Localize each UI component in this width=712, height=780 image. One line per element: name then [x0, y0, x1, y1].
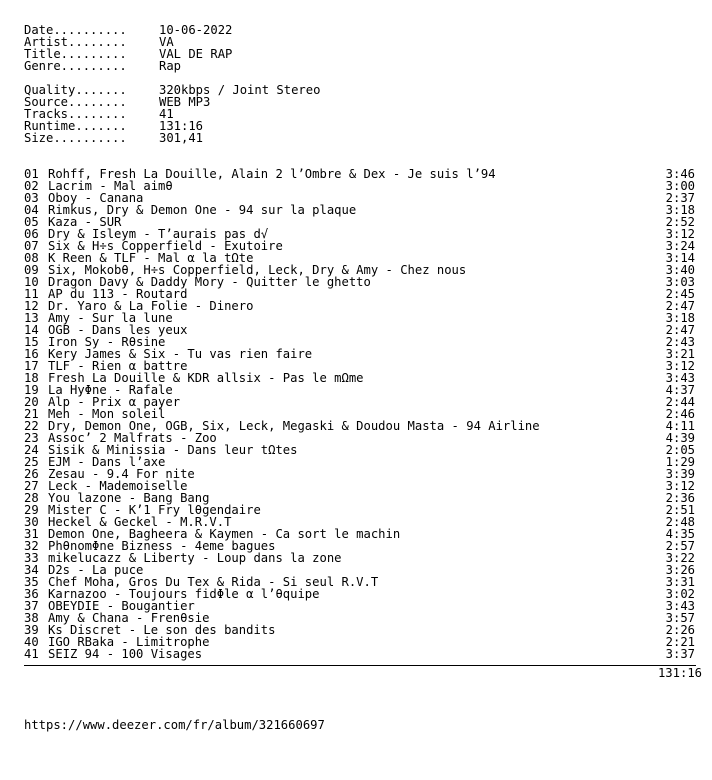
track-title: Oboy - Canana: [48, 191, 144, 205]
track-title: SEIZ 94 - 100 Visages: [48, 647, 203, 661]
track-number: 29: [24, 503, 39, 517]
field-value: 131:16: [159, 119, 204, 133]
track-number: 04: [24, 203, 39, 217]
track-duration: 2:51: [665, 503, 695, 517]
track-number: 39: [24, 623, 39, 637]
track-row: [24, 648, 704, 660]
track-number: 13: [24, 311, 39, 325]
track-title: La HyΦne - Rafale: [48, 383, 173, 397]
track-number: 16: [24, 347, 39, 361]
track-number: 12: [24, 299, 39, 313]
track-title: Meh - Mon soleil: [48, 407, 166, 421]
source-url: https://www.deezer.com/fr/album/321660697: [24, 718, 325, 732]
track-number: 38: [24, 611, 39, 625]
track-number: 37: [24, 599, 39, 613]
track-number: 35: [24, 575, 39, 589]
track-number: 08: [24, 251, 39, 265]
track-duration: 2:46: [665, 407, 695, 421]
track-number: 07: [24, 239, 39, 253]
track-title: Lacrim - Mal aimθ: [48, 179, 173, 193]
track-title: PhθnomΦne Bizness - 4eme bagues: [48, 539, 276, 553]
field-value: VA: [159, 35, 174, 49]
release-info-document: [24, 24, 704, 680]
track-number: 21: [24, 407, 39, 421]
field-value: 301,41: [159, 131, 204, 145]
track-title: Demon One, Bagheera & Kaymen - Ca sort le machin: [48, 527, 401, 541]
field-key: Source........: [24, 95, 127, 109]
header-block: [24, 24, 704, 72]
track-title: AP du 113 - Routard: [48, 287, 188, 301]
track-duration: 3:39: [665, 467, 695, 481]
field-key: Tracks........: [24, 107, 127, 121]
track-duration: 3:18: [665, 311, 695, 325]
track-title: Rimkus, Dry & Demon One - 94 sur la plaque: [48, 203, 357, 217]
track-title: Amy & Chana - Frenθsie: [48, 611, 210, 625]
track-duration: 2:47: [665, 299, 695, 313]
track-title: Alp - Prix α payer: [48, 395, 181, 409]
field-key: Title.........: [24, 47, 127, 61]
track-duration: 3:22: [665, 551, 695, 565]
track-number: 22: [24, 419, 39, 433]
track-title: OGB - Dans les yeux: [48, 323, 188, 337]
track-duration: 2:21: [665, 635, 695, 649]
track-duration: 3:57: [665, 611, 695, 625]
track-title: You lazone - Bang Bang: [48, 491, 210, 505]
track-duration: 3:12: [665, 359, 695, 373]
track-title: Six & H÷s Copperfield - Exutoire: [48, 239, 283, 253]
track-number: 26: [24, 467, 39, 481]
track-duration: 3:12: [665, 227, 695, 241]
track-duration: 3:43: [665, 599, 695, 613]
track-duration: 3:40: [665, 263, 695, 277]
track-duration: 3:21: [665, 347, 695, 361]
track-number: 18: [24, 371, 39, 385]
track-duration: 2:45: [665, 287, 695, 301]
track-title: Sisik & Minissia - Dans leur tΩtes: [48, 443, 298, 457]
track-duration: 3:12: [665, 479, 695, 493]
track-title: Mister C - K’1 Fry lθgendaire: [48, 503, 261, 517]
track-number: 10: [24, 275, 39, 289]
track-duration: 3:24: [665, 239, 695, 253]
track-title: mikelucazz & Liberty - Loup dans la zone: [48, 551, 342, 565]
field-key: Quality.......: [24, 83, 127, 97]
track-number: 25: [24, 455, 39, 469]
tracklist: [24, 168, 704, 660]
track-number: 41: [24, 647, 39, 661]
track-duration: 3:26: [665, 563, 695, 577]
track-number: 17: [24, 359, 39, 373]
track-duration: 3:02: [665, 587, 695, 601]
track-number: 14: [24, 323, 39, 337]
track-duration: 2:44: [665, 395, 695, 409]
track-duration: 2:43: [665, 335, 695, 349]
track-title: Dry & Isleym - T’aurais pas d√: [48, 227, 269, 241]
track-number: 03: [24, 191, 39, 205]
track-duration: 2:47: [665, 323, 695, 337]
track-title: Fresh La Douille & KDR allsix - Pas le mΩme: [48, 371, 364, 385]
track-duration: 2:36: [665, 491, 695, 505]
track-duration: 3:03: [665, 275, 695, 289]
track-title: Six, Mokobθ, H÷s Copperfield, Leck, Dry & Amy - Chez nous: [48, 263, 467, 277]
info-row: [24, 132, 704, 144]
track-row: [24, 204, 704, 216]
track-number: 32: [24, 539, 39, 553]
track-title: Dry, Demon One, OGB, Six, Leck, Megaski & Doudou Masta - 94 Airline: [48, 419, 540, 433]
track-title: D2s - La puce: [48, 563, 144, 577]
track-title: K Reen & TLF - Mal α la tΩte: [48, 251, 254, 265]
track-number: 01: [24, 167, 39, 181]
track-title: Kaza - SUR: [48, 215, 122, 229]
track-duration: 2:52: [665, 215, 695, 229]
track-number: 09: [24, 263, 39, 277]
track-duration: 4:35: [665, 527, 695, 541]
track-duration: 2:05: [665, 443, 695, 457]
track-title: Chef Moha, Gros Du Tex & Rida - Si seul R.V.T: [48, 575, 379, 589]
track-title: Amy - Sur la lune: [48, 311, 173, 325]
track-number: 23: [24, 431, 39, 445]
track-duration: 3:14: [665, 251, 695, 265]
track-duration: 3:31: [665, 575, 695, 589]
track-number: 27: [24, 479, 39, 493]
track-number: 31: [24, 527, 39, 541]
track-duration: 3:37: [665, 647, 695, 661]
field-value: 320kbps / Joint Stereo: [159, 83, 321, 97]
track-duration: 2:26: [665, 623, 695, 637]
track-number: 30: [24, 515, 39, 529]
track-number: 19: [24, 383, 39, 397]
track-title: Zesau - 9.4 For nite: [48, 467, 195, 481]
track-number: 36: [24, 587, 39, 601]
track-duration: 4:11: [665, 419, 695, 433]
field-value: 41: [159, 107, 174, 121]
track-number: 24: [24, 443, 39, 457]
track-title: Leck - Mademoiselle: [48, 479, 188, 493]
field-key: Genre.........: [24, 59, 127, 73]
track-number: 05: [24, 215, 39, 229]
track-title: Dr. Yaro & La Folie - Dinero: [48, 299, 254, 313]
track-title: OBEYDIE - Bougantier: [48, 599, 195, 613]
track-duration: 4:39: [665, 431, 695, 445]
header-row: [24, 60, 704, 72]
track-duration: 1:29: [665, 455, 695, 469]
track-number: 11: [24, 287, 39, 301]
track-title: Iron Sy - Rθsine: [48, 335, 166, 349]
field-key: Size..........: [24, 131, 127, 145]
track-title: Assoc’ 2 Malfrats - Zoo: [48, 431, 217, 445]
track-title: TLF - Rien α battre: [48, 359, 188, 373]
track-number: 28: [24, 491, 39, 505]
total-runtime: 131:16: [657, 666, 702, 680]
track-duration: 2:48: [665, 515, 695, 529]
track-title: Kery James & Six - Tu vas rien faire: [48, 347, 313, 361]
track-number: 40: [24, 635, 39, 649]
track-number: 02: [24, 179, 39, 193]
track-title: Rohff, Fresh La Douille, Alain 2 l’Ombre & Dex - Je suis l’94: [48, 167, 496, 181]
track-number: 20: [24, 395, 39, 409]
track-duration: 4:37: [665, 383, 695, 397]
track-duration: 3:43: [665, 371, 695, 385]
blank-line: [24, 144, 704, 156]
track-title: EJM - Dans l’axe: [48, 455, 166, 469]
field-key: Date..........: [24, 23, 127, 37]
track-title: Dragon Davy & Daddy Mory - Quitter le ghetto: [48, 275, 371, 289]
field-key: Artist........: [24, 35, 127, 49]
track-title: Ks Discret - Le son des bandits: [48, 623, 276, 637]
track-duration: 2:57: [665, 539, 695, 553]
field-key: Runtime.......: [24, 119, 127, 133]
track-duration: 3:18: [665, 203, 695, 217]
track-title: IGO RBaka - Limitrophe: [48, 635, 210, 649]
info-block: [24, 84, 704, 144]
track-duration: 3:00: [665, 179, 695, 193]
track-number: 15: [24, 335, 39, 349]
track-number: 34: [24, 563, 39, 577]
field-value: Rap: [159, 59, 182, 73]
track-duration: 2:37: [665, 191, 695, 205]
track-duration: 3:46: [665, 167, 695, 181]
field-value: 10-06-2022: [159, 23, 233, 37]
field-value: VAL DE RAP: [159, 47, 233, 61]
field-value: WEB MP3: [159, 95, 211, 109]
track-number: 06: [24, 227, 39, 241]
track-title: Karnazoo - Toujours fidΦle α l’θquipe: [48, 587, 320, 601]
track-title: Heckel & Geckel - M.R.V.T: [48, 515, 232, 529]
track-number: 33: [24, 551, 39, 565]
